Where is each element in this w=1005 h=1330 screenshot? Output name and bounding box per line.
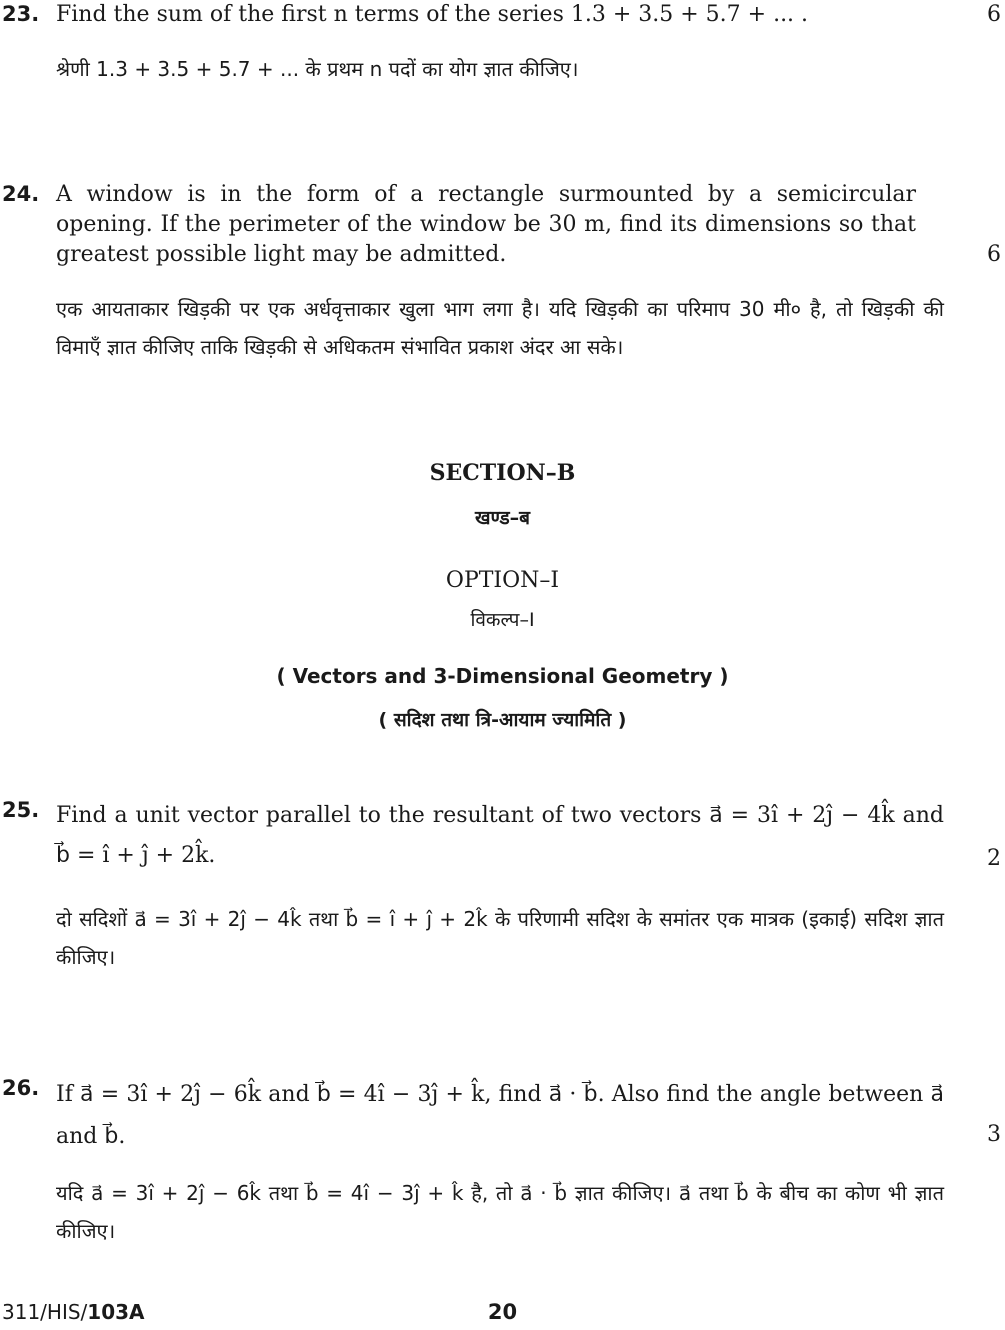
question-text-english: Find a unit vector parallel to the resultant of two vectors a⃗ = 3î + 2ĵ − 4k̂ and b⃗ = î + ĵ + 2k̂. [56, 803, 944, 868]
topic-title: ( Vectors and 3-Dimensional Geometry ) [276, 664, 729, 688]
question-number: 26. [2, 1076, 40, 1100]
question-text-hindi: श्रेणी 1.3 + 3.5 + 5.7 + ... के प्रथम n पदों का योग ज्ञात कीजिए। [56, 57, 579, 81]
question-text-hindi: यदि a⃗ = 3î + 2ĵ − 6k̂ तथा b⃗ = 4î − 3ĵ + k̂ है, तो a⃗ · b⃗ ज्ञात कीजिए। a⃗ तथा b⃗ के बीच का कोण भी ज्ञात कीजिए। [56, 1181, 944, 1243]
section-title: SECTION–B [429, 460, 576, 486]
paper-code-prefix: 311/HIS/ [2, 1300, 88, 1324]
marks: 2 [987, 846, 1001, 871]
page-number: 20 [487, 1300, 518, 1324]
question-text-hindi: दो सदिशों a⃗ = 3î + 2ĵ − 4k̂ तथा b⃗ = î + ĵ + 2k̂ के परिणामी सदिश के समांतर एक मात्रक (इकाई) सदिश ज्ञात कीजिए। [56, 907, 944, 969]
marks: 6 [987, 242, 1001, 267]
marks: 6 [987, 2, 1001, 27]
question-text-english: Find the sum of the first n terms of the series 1.3 + 3.5 + 5.7 + ... . [56, 2, 809, 27]
question-number: 24. [2, 182, 40, 206]
question-text-hindi: एक आयताकार खिड़की पर एक अर्धवृत्ताकार खुला भाग लगा है। यदि खिड़की का परिमाप 30 मी० है, तो खिड़की की विमाएँ ज्ञात कीजिए ताकि खिड़की से अधिकतम संभावित प्रकाश अंदर आ सके। [56, 297, 944, 359]
question-text-english: A window is in the form of a rectangle surmounted by a semicircular opening. If the perimeter of the window be 30 m, find its dimensions so that greatest possible light may be admitted. [56, 182, 916, 267]
question-number: 23. [2, 2, 40, 26]
question-text-english: If a⃗ = 3î + 2ĵ − 6k̂ and b⃗ = 4î − 3ĵ + k̂, find a⃗ · b⃗. Also find the angle between a⃗ and b⃗. [56, 1082, 944, 1149]
option-title: OPTION–I [445, 568, 560, 593]
paper-code-suffix: 103A [87, 1300, 145, 1324]
section-title-hindi: खण्ड–ब [474, 507, 531, 529]
marks: 3 [987, 1122, 1001, 1147]
option-title-hindi: विकल्प–I [470, 609, 535, 631]
question-number: 25. [2, 798, 40, 822]
topic-title-hindi: ( सदिश तथा त्रि-आयाम ज्यामिति ) [378, 709, 627, 731]
